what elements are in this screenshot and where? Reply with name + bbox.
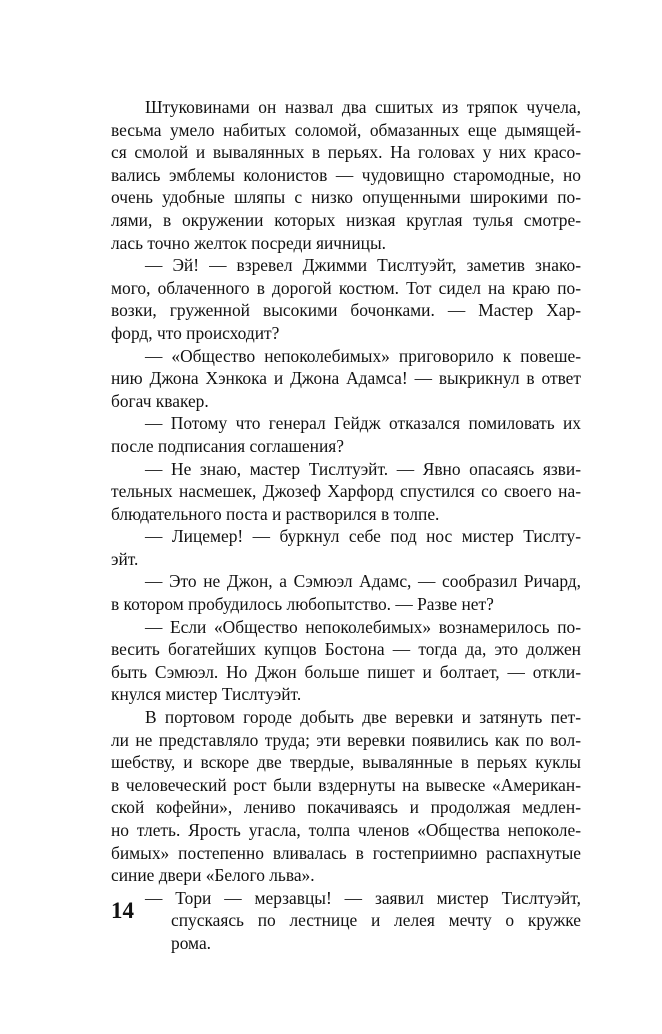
text-line: кнулся мистер Тислтуэйт.	[111, 684, 302, 705]
text-line: шебству, и вскоре две твердые, вывалянные в перьях куклы	[111, 752, 581, 773]
text-line: после подписания соглашения?	[111, 435, 344, 456]
text-line: нию Джона Хэнкока и Джона Адамса! — выкрикнул в ответ	[111, 368, 581, 389]
text-line: но тлеть. Ярость угасла, толпа членов «Общества непоколе-	[111, 820, 581, 840]
text-line: вались эмблемы колонистов — чудовищно старомодные, но	[111, 164, 581, 185]
body-text	[111, 96, 581, 955]
text-line: блюдательного поста и растворился в толпе.	[111, 503, 440, 524]
text-line: — Потому что генерал Гейдж отказался помиловать их	[145, 413, 581, 434]
page-number: 14	[111, 898, 134, 923]
text-line: весить богатейших купцов Бостона — тогда да, это должен	[111, 639, 581, 660]
text-line: В портовом городе добыть две веревки и затянуть пет-	[145, 707, 581, 728]
text-line: — Тори — мерзавцы! — заявил мистер Тислтуэйт,	[145, 887, 581, 908]
text-line: спускаясь по лестнице и лелея мечту о кружке	[171, 910, 581, 931]
text-line: форд, что происходит?	[111, 322, 280, 343]
text-line: синие двери «Белого льва».	[111, 865, 315, 886]
text-line: быть Сэмюэл. Но Джон больше пишет и болтает, — откли-	[111, 661, 581, 682]
text-line: богач квакер.	[111, 390, 209, 411]
text-line: лями, в окружении которых низкая круглая тулья смотре-	[111, 209, 581, 230]
text-line: эйт.	[111, 548, 139, 569]
text-line: бимых» постепенно вливалась в гостеприимно распахнутые	[111, 842, 581, 863]
text-line: весьма умело набитых соломой, обмазанных еще дымящей-	[111, 119, 581, 140]
text-line: — Это не Джон, а Сэмюэл Адамс, — сообразил Ричард,	[145, 571, 581, 592]
text-line: очень удобные шляпы с низко опущенными широкими по-	[111, 187, 581, 208]
text-line: возки, груженной высокими бочонками. — Мастер Хар-	[111, 300, 581, 321]
text-line: Штуковинами он назвал два сшитых из тряпок чучела,	[145, 97, 581, 117]
text-line: мого, облаченного в дорогой костюм. Тот сидел на краю по-	[111, 277, 581, 298]
text-line: ли не представляло труда; эти веревки появились как по вол-	[111, 729, 581, 750]
text-line: ся смолой и вывалянных в перьях. На головах у них красо-	[111, 142, 581, 163]
text-line: — Эй! — взревел Джимми Тислтуэйт, заметив знако-	[145, 255, 581, 276]
text-line: — Лицемер! — буркнул себе под нос мистер Тислту-	[145, 526, 581, 547]
text-line: рома.	[171, 932, 212, 953]
text-line: тельных насмешек, Джозеф Харфорд спустился со своего на-	[111, 481, 581, 502]
text-line: в котором пробудилось любопытство. — Разве нет?	[111, 594, 494, 615]
text-line: лась точно желток посреди яичницы.	[111, 232, 386, 253]
text-line: — «Общество непоколебимых» приговорило к повеше-	[145, 345, 581, 366]
text-line: ской кофейни», лениво покачиваясь и продолжая медлен-	[111, 797, 581, 818]
text-line: в человеческий рост были вздернуты на вывеске «Американ-	[111, 774, 581, 795]
text-line: — Не знаю, мастер Тислтуэйт. — Явно опасаясь язви-	[145, 458, 581, 479]
text-line: — Если «Общество непоколебимых» вознамерилось по-	[145, 616, 581, 637]
